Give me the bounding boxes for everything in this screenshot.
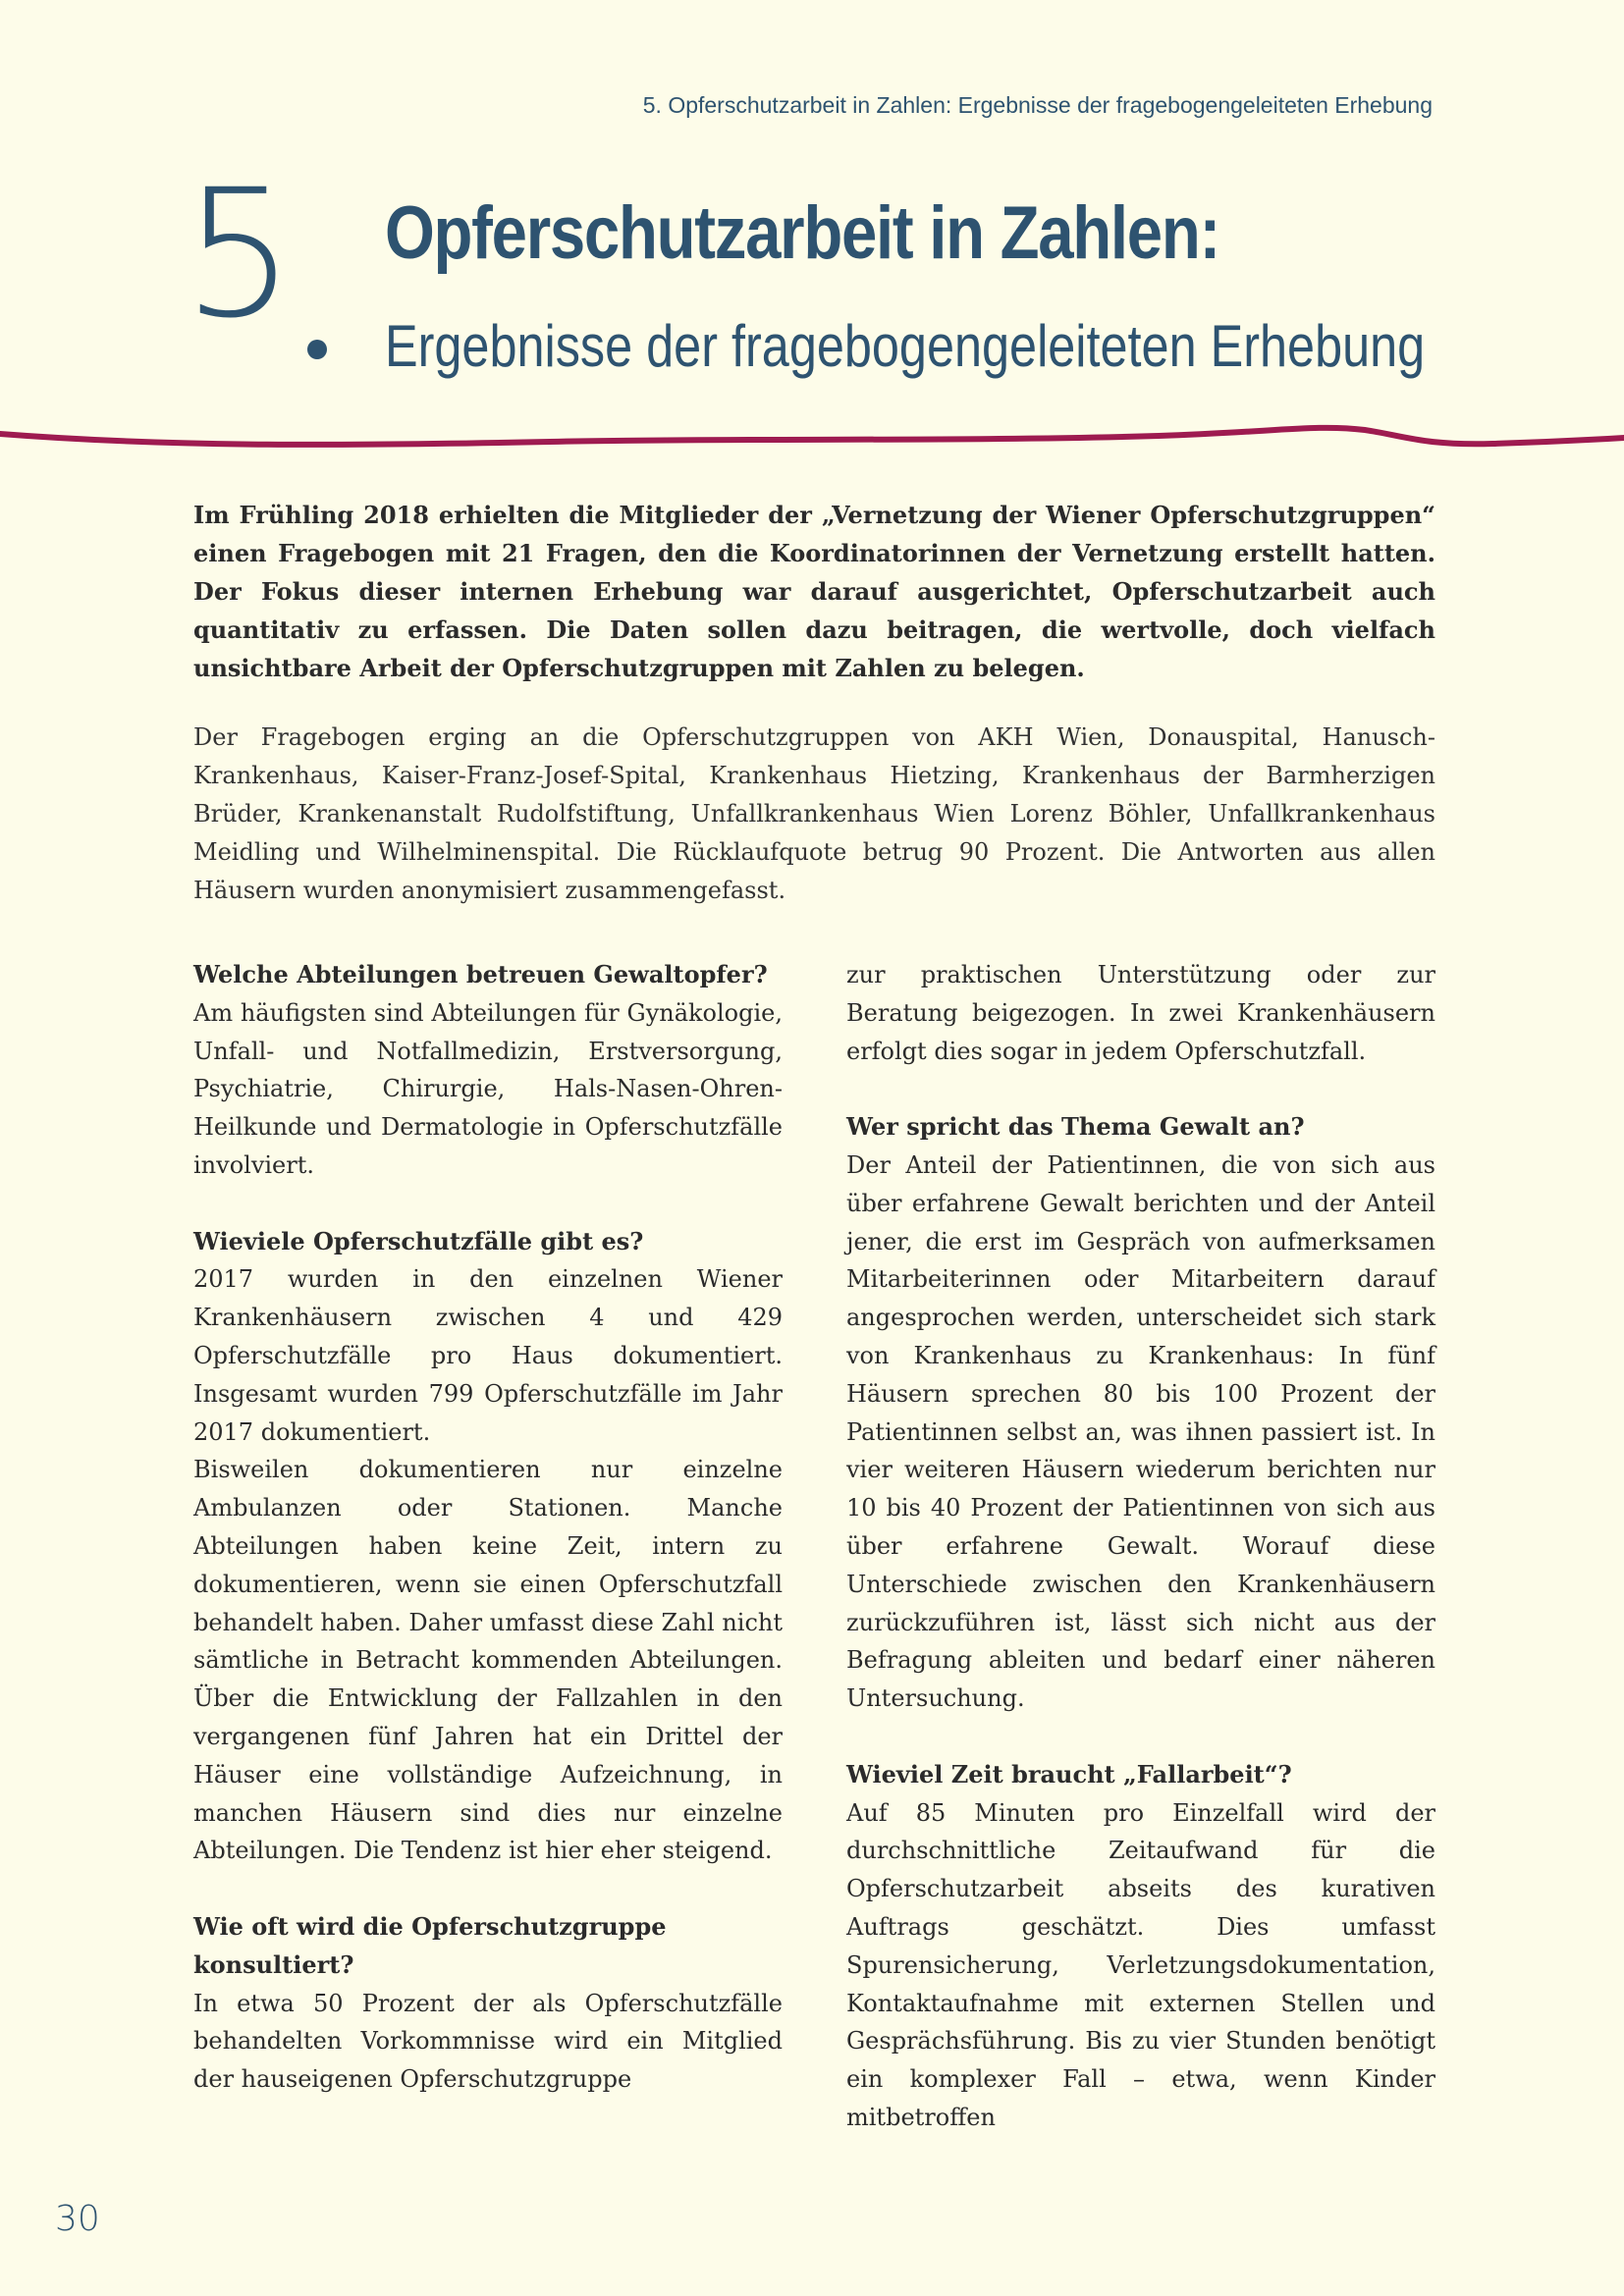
section-body-faelle-1: 2017 wurden in den einzelnen Wiener Krankenhäusern zwischen 4 und 429 Opferschutzfälle pro Haus dokumentiert. Insgesamt wurden 799 Opferschutzfälle im Jahr 2017 dokumentiert. [193,1265,783,1446]
section-heading-zeit: Wieviel Zeit braucht „Fallarbeit“? [846,1759,1292,1789]
decorative-wave-divider [0,402,1624,461]
right-column [846,956,1435,2137]
section-heading-konsultiert: Wie oft wird die Opferschutzgruppe konsultiert? [193,1911,667,1979]
chapter-number: 5 [183,152,296,357]
section-heading-abteilungen: Welche Abteilungen betreuen Gewaltopfer? [193,960,768,988]
section-body-faelle-2: Bisweilen dokumentieren nur einzelne Ambulanzen oder Stationen. Manche Abteilungen haben keine Zeit, intern zu dokumentieren, wenn sie einen Opferschutzfall behandelt haben. Daher umfasst diese Zahl nicht sämtliche in Betracht kommenden Abteilungen. Über die Entwicklung der Fallzahlen in den vergangenen fünf Jahren hat ein Drittel der Häuser eine vollständige Aufzeichnung, in manchen Häusern sind dies nur einzelne Abteilungen. Die Tendenz ist hier eher steigend. [193,1456,783,1865]
running-header: 5. Opferschutzarbeit in Zahlen: Ergebnisse der fragebogengeleiteten Erhebung [642,92,1433,118]
page-number: 30 [55,2199,100,2239]
lead-paragraph: Im Frühling 2018 erhielten die Mitglieder der „Vernetzung der Wiener Opferschutzgruppen“ einen Fragebogen mit 21 Fragen, den die Koordinatorinnen der Vernetzung erstellt hatten. Der Fokus dieser internen Erhebung war darauf ausgerichtet, Opferschutzarbeit auch quantitativ zu erfassen. Die Daten sollen dazu beitragen, die wertvolle, doch vielfach unsichtbare Arbeit der Opferschutzgruppen mit Zahlen zu belegen. [193,501,1435,682]
section-body-thema: Der Anteil der Patientinnen, die von sich aus über erfahrene Gewalt berichten und der Anteil jener, die erst im Gespräch von aufmerksamen Mitarbeiterinnen oder Mitarbeitern darauf angesprochen werden, unterscheidet sich stark von Krankenhaus zu Krankenhaus: In fünf Häusern sprechen 80 bis 100 Prozent der Patientinnen selbst an, was ihnen passiert ist. In vier weiteren Häusern wiederum berichten nur 10 bis 40 Prozent der Patientinnen von sich aus über erfahrene Gewalt. Worauf diese Unterschiede zwischen den Krankenhäusern zurückzuführen ist, lässt sich nicht aus der Befragung ableiten und bedarf einer näheren Untersuchung. [846,1150,1435,1713]
section-heading-thema: Wer spricht das Thema Gewalt an? [846,1112,1305,1142]
left-column [193,956,783,2099]
section-body-abteilungen: Am häufigsten sind Abteilungen für Gynäkologie, Unfall- und Notfallmedizin, Erstversorgung, Psychiatrie, Chirurgie, Hals-Nasen-Ohren-Heilkunde und Dermatologie in Opferschutzfälle involviert. [193,998,783,1179]
chapter-subtitle: Ergebnisse der fragebogengeleiteten Erhebung [385,313,1426,379]
intro-paragraph: Der Fragebogen erging an die Opferschutzgruppen von AKH Wien, Donauspital, Hanusch-Krankenhaus, Kaiser-Franz-Josef-Spital, Krankenhaus Hietzing, Krankenhaus der Barmherzigen Brüder, Krankenanstalt Rudolfstiftung, Unfallkrankenhaus Wien Lorenz Böhler, Unfallkrankenhaus Meidling und Wilhelminenspital. Die Rücklaufquote betrug 90 Prozent. Die Antworten aus allen Häusern wurden anonymisiert zusammengefasst. [193,723,1435,904]
chapter-title: Opferschutzarbeit in Zahlen: [385,191,1219,275]
chapter-number-dot [307,340,327,359]
section-heading-faelle: Wieviele Opferschutzfälle gibt es? [193,1226,644,1255]
section-body-zeit: Auf 85 Minuten pro Einzelfall wird der durchschnittliche Zeitaufwand für die Opferschutzarbeit abseits des kurativen Auftrags geschätzt. Dies umfasst Spurensicherung, Verletzungsdokumentation, Kontaktaufnahme mit externen Stellen und Gesprächsführung. Bis zu vier Stunden benötigt ein komplexer Fall – etwa, wenn Kinder mitbetroffen [846,1798,1435,2131]
section-body-konsultiert-2: zur praktischen Unterstützung oder zur Beratung beigezogen. In zwei Krankenhäusern erfolgt dies sogar in jedem Opferschutzfall. [846,961,1435,1065]
section-body-konsultiert-1: In etwa 50 Prozent der als Opferschutzfälle behandelten Vorkommnisse wird ein Mitglied der hauseigenen Opferschutzgruppe [193,1989,783,2094]
